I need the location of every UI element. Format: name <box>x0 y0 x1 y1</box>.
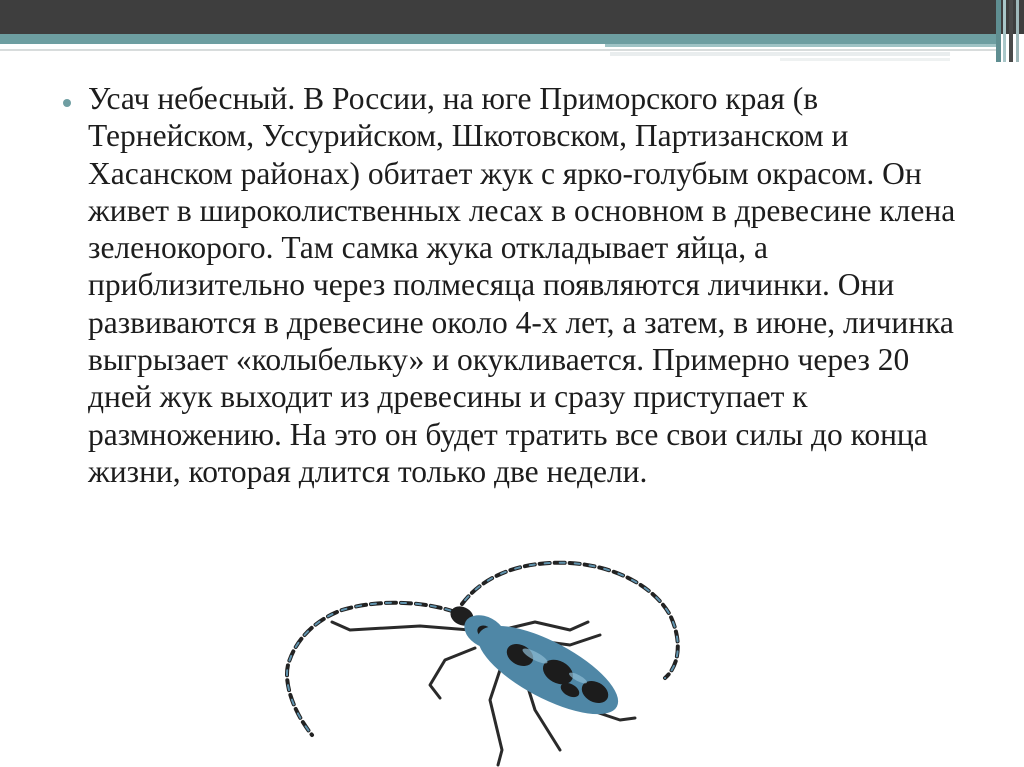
slide-edge-stripe <box>996 0 1001 62</box>
slide-header-bar <box>0 0 1024 34</box>
bullet-marker <box>63 99 71 107</box>
slide-header-divider <box>0 49 1000 51</box>
slide-edge-stripe <box>1003 0 1006 62</box>
slide-header-accent-thin <box>605 44 1000 47</box>
slide-header-highlight <box>610 52 950 56</box>
slide-edge-stripe <box>1009 0 1013 62</box>
slide-header-accent <box>0 34 1000 44</box>
slide-header-highlight-short <box>780 58 950 61</box>
slide-body-text: Усач небесный. В России, на юге Приморского края (в Тернейском, Уссурийском, Шкотовском, Партизанском и Хасанском районах) обитает жук с ярко-голубым окрасом. Он живет в широколиственных лесах в основном в древесине клена зеленокорого. Там самка жука откладывает яйца, а приблизительно через полмесяца появляются личинки. Они развиваются в древесине около 4-х лет, а затем, в июне, личинка выгрызает «колыбельку» и окукливается. Примерно через 20 дней жук выходит из древесины и сразу приступает к размножению. На это он будет тратить все свои силы до конца жизни, которая длится только две недели. <box>88 81 956 489</box>
slide-edge-stripe <box>1016 0 1019 62</box>
beetle-illustration <box>270 560 700 767</box>
